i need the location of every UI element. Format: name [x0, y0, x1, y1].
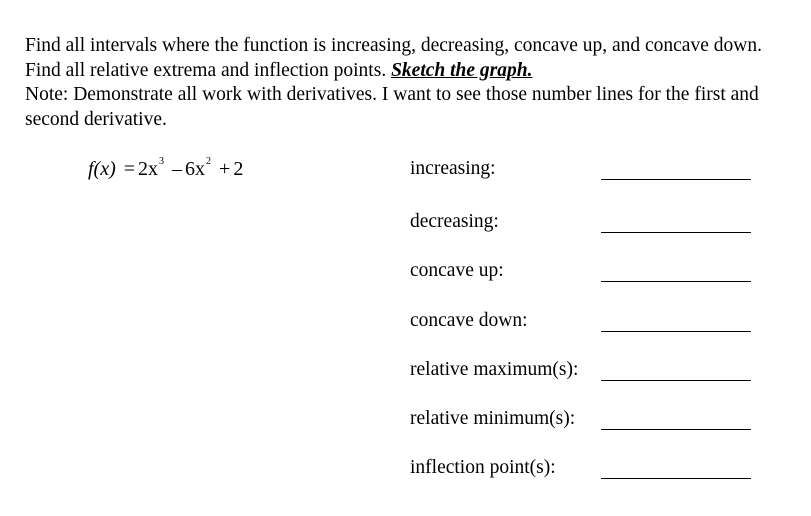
equals-sign: =: [123, 158, 136, 180]
relative-maximum-label: relative maximum(s):: [410, 359, 579, 380]
minus-sign: –: [172, 158, 183, 180]
concave-down-answer-line[interactable]: [601, 331, 751, 332]
relative-maximum-answer-line[interactable]: [601, 380, 751, 381]
term1-exponent: 3: [159, 156, 165, 167]
concave-up-answer-line[interactable]: [601, 281, 751, 282]
plus-sign: +: [219, 158, 231, 180]
term2-coefficient: 6x: [185, 158, 206, 180]
constant-term: 2: [233, 158, 244, 180]
instructions: [25, 34, 795, 132]
function-lhs: f(x): [88, 158, 116, 180]
inflection-point-label: inflection point(s):: [410, 457, 556, 478]
term1-coefficient: 2x: [138, 158, 159, 180]
increasing-label: increasing:: [410, 158, 496, 179]
sketch-graph-text: Sketch the graph.: [391, 59, 533, 81]
term2-exponent: 2: [206, 156, 212, 167]
inflection-point-answer-line[interactable]: [601, 478, 751, 479]
task-text: Find all intervals where the function is increasing, decreasing, concave up, and concave down. Find all relative extrema and inflection points.: [25, 35, 762, 81]
concave-up-label: concave up:: [410, 260, 504, 281]
task-paragraph: [25, 34, 795, 83]
decreasing-answer-line[interactable]: [601, 232, 751, 233]
relative-minimum-label: relative minimum(s):: [410, 408, 576, 429]
increasing-answer-line[interactable]: [601, 179, 751, 180]
concave-down-label: concave down:: [410, 310, 528, 331]
decreasing-label: decreasing:: [410, 211, 499, 232]
function-definition: [88, 156, 243, 181]
note-paragraph: Note: Demonstrate all work with derivatives. I want to see those number lines for the first and second derivative.: [25, 84, 759, 130]
relative-minimum-answer-line[interactable]: [601, 429, 751, 430]
